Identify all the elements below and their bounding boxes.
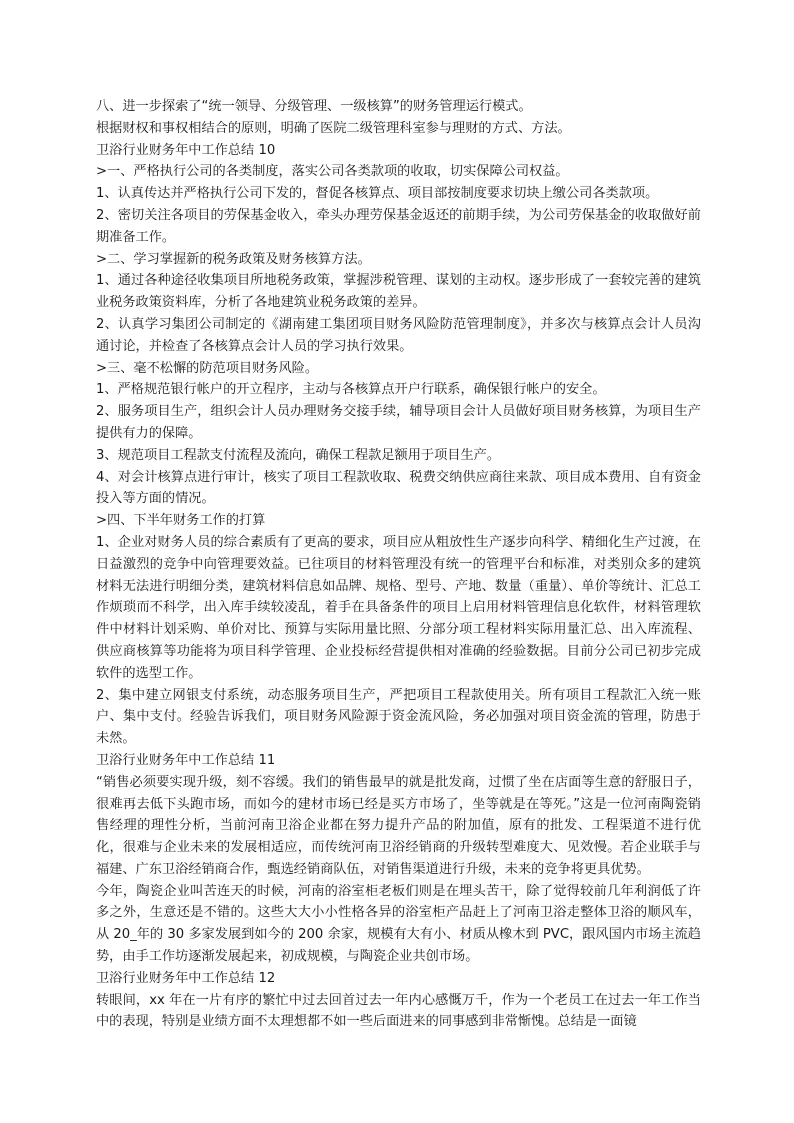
- paragraph-financial-rights: 根据财权和事权相结合的原则，明确了医院二级管理科室参与理财的方式、方法。: [96, 120, 571, 136]
- paragraph-item: 2、密切关注各项目的劳保基金收入，牵头办理劳保基金返还的前期手续，为公司劳保基金的收取做好前期准备工作。: [96, 207, 701, 245]
- subheading-3: >三、毫不松懈的防范项目财务风险。: [96, 360, 319, 376]
- paragraph-item: 4、对会计核算点进行审计，核实了项目工程款收取、税费交纳供应商往来款、项目成本费用、自有资金投入等方面的情况。: [96, 469, 701, 507]
- paragraph-item: 1、通过各种途径收集项目所地税务政策，掌握涉税管理、谋划的主动权。逐步形成了一套较完善的建筑业税务政策资料库，分析了各地建筑业税务政策的差异。: [96, 273, 701, 311]
- paragraph-item: 2、认真学习集团公司制定的《湖南建工集团项目财务风险防范管理制度》，并多次与核算点会计人员沟通讨论，并检查了各核算点会计人员的学习执行效果。: [96, 316, 701, 354]
- section-title-10: 卫浴行业财务年中工作总结 10: [96, 142, 276, 158]
- paragraph-year-review: 转眼间，xx 年在一片有序的繁忙中过去回首过去一年内心感慨万千，作为一个老员工在过去一年工作当中的表现，特别是业绩方面不太理想都不如一些后面进来的同事感到非常惭愧。总结是一面镜: [96, 992, 701, 1030]
- paragraph-management-model: 八、进一步探索了“统一领导、分级管理、一级核算”的财务管理运行模式。: [96, 99, 532, 114]
- paragraph-vanity-market: 今年，陶瓷企业叫苦连天的时候，河南的浴室柜老板们则是在埋头苦干，除了觉得较前几年利润低了许多之外，生意还是不错的。这些大大小小性格各异的浴室柜产品赶上了河南卫浴走整体卫浴的顺风车，从 20_年的 30 多家发展到如今的 200 余家，规模有大有小、材质从橡木到 PVC，跟风国内市场主流趋势，由手工作坊逐渐发展起来，初成规模，与陶瓷企业共创市场。: [96, 883, 701, 965]
- subheading-4: >四、下半年财务工作的打算: [96, 513, 266, 529]
- subheading-2: >二、学习掌握新的税务政策及财务核算方法。: [96, 251, 371, 267]
- section-title-11: 卫浴行业财务年中工作总结 11: [96, 752, 276, 768]
- section-title-12: 卫浴行业财务年中工作总结 12: [96, 970, 276, 986]
- paragraph-sales-upgrade: “销售必须要实现升级，刻不容缓。我们的销售最早的就是批发商，过惯了坐在店面等生意的舒服日子，很难再去低下头跑市场，而如今的建材市场已经是买方市场了，坐等就是在等死。”这是一位河南陶瓷销售经理的理性分析，当前河南卫浴企业都在努力提升产品的附加值，原有的批发、工程渠道不进行优化，很难与企业未来的发展相适应，而传统河南卫浴经销商的升级转型难度大、见效慢。若企业联手与福建、广东卫浴经销商合作，甄选经销商队伍，对销售渠道进行升级，未来的竞争将更具优势。: [96, 774, 701, 877]
- document-body: [96, 96, 701, 1033]
- subheading-1: >一、严格执行公司的各类制度，落实公司各类款项的收取，切实保障公司权益。: [96, 164, 569, 180]
- paragraph-item: 2、服务项目生产，组织会计人员办理财务交接手续，辅导项目会计人员做好项目财务核算，为项目生产提供有力的保障。: [96, 404, 701, 441]
- paragraph-item: 1、企业对财务人员的综合素质有了更高的要求，项目应从粗放性生产逐步向科学、精细化生产过渡，在日益激烈的竞争中向管理要效益。已往项目的材料管理没有统一的管理平台和标准，对类别众多的建筑材料无法进行明细分类，建筑材料信息如品牌、规格、型号、产地、数量（重量）、单价等统计、汇总工作烦琐而不科学，出入库手续较凌乱，着手在具备条件的项目上启用材料管理信息化软件，材料管理软件中材料计划采购、单价对比、预算与实际用量比照、分部分项工程材料实际用量汇总、出入库流程、供应商核算等功能将为项目科学管理、企业投标经营提供相对准确的经验数据。目前分公司已初步完成软件的选型工作。: [96, 534, 701, 681]
- paragraph-item: 3、规范项目工程款支付流程及流向，确保工程款足额用于项目生产。: [96, 447, 501, 463]
- paragraph-item: 1、严格规范银行帐户的开立程序，主动与各核算点开户行联系，确保银行帐户的安全。: [96, 382, 606, 398]
- paragraph-item: 1、认真传达并严格执行公司下发的，督促各核算点、项目部按制度要求切块上缴公司各类款项。: [96, 186, 659, 202]
- paragraph-item: 2、集中建立网银支付系统，动态服务项目生产，严把项目工程款使用关。所有项目工程款汇入统一账户、集中支付。经验告诉我们，项目财务风险源于资金流风险，务必加强对项目资金流的管理，防患于未然。: [96, 687, 701, 747]
